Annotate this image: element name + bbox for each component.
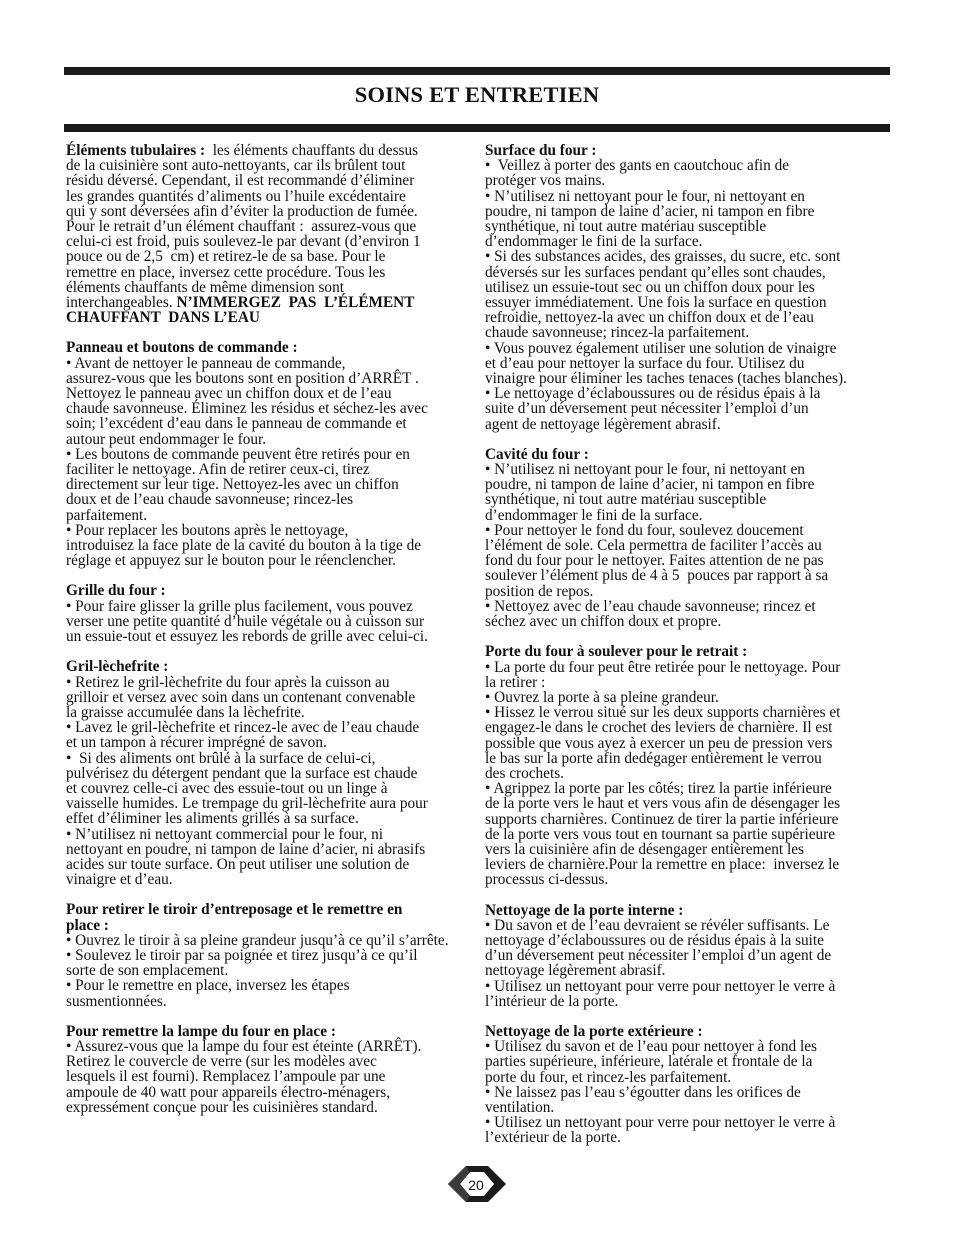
text-line: séchez avec un chiffon doux et propre. (485, 613, 722, 631)
text-line: parties supérieure, inférieure, latérale et frontale de la (485, 1053, 813, 1071)
text-line: nettoyage légèrement abrasif. (485, 962, 666, 980)
warning-text: N’IMMERGEZ PAS L’ÉLÉMENT (176, 294, 415, 312)
text-line: l’élément de sole. Cela permettra de faciliter l’accès au (485, 537, 822, 555)
section-title: Gril-lèchefrite : (66, 658, 169, 676)
text-line: • Utilisez un nettoyant pour verre pour nettoyer le verre à (485, 977, 836, 995)
section-body (66, 599, 478, 645)
text-line: verser une petite quantité d’huile végétale ou à cuisson sur (66, 612, 425, 630)
text-line: et couvrez celle-ci avec des essuie-tout ou un linge à (66, 779, 388, 797)
section-surface (485, 143, 889, 432)
section-body (66, 1039, 478, 1115)
text-line: refroidie, nettoyez-la avec un chiffon doux et de l’eau (485, 309, 814, 327)
section-title: Pour remettre la lampe du four en place : (66, 1022, 336, 1040)
section-first-line-text: les éléments chauffants du dessus (205, 142, 419, 159)
text-line: chaude savonneuse; rincez-la parfaitement. (485, 324, 750, 342)
text-line: agent de nettoyage légèrement abrasif. (485, 415, 721, 433)
section-gril (66, 659, 478, 887)
section-line-text: interchangeables. (66, 294, 177, 312)
text-line: engagez-le dans le crochet des leviers de charnière. Il est (485, 719, 833, 737)
text-line: autour peut endommager le four. (66, 430, 267, 448)
text-line: résidu déversé. Cependant, il est recommandé d’éliminer (66, 172, 415, 190)
text-line: leviers de charnière.Pour la remettre en place: inversez le (485, 856, 840, 874)
section-body (485, 1039, 889, 1145)
text-line: soulever l’élément plus de 4 à 5 pouces par rapport à sa (485, 567, 829, 585)
text-line: nettoyant en poudre, ni tampon de laine d’acier, ni abrasifs (66, 840, 426, 858)
right-column (485, 143, 889, 1161)
text-line: des crochets. (485, 764, 565, 782)
text-line: poudre, ni tampon de laine d’acier, ni tampon en fibre (485, 202, 815, 220)
text-line: processus ci-dessus. (485, 871, 609, 889)
text-line: porte du four, et rincez-les parfaitement. (485, 1068, 732, 1086)
text-line: • Hissez le verrou situé sur les deux supports charnières et (485, 704, 841, 722)
text-line: • Lavez le gril-lèchefrite et rincez-le avec de l’eau chaude (66, 719, 420, 737)
text-line: • Soulevez le tiroir par sa poignée et tirez jusqu’à ce qu’il (66, 946, 418, 964)
section-body (485, 158, 889, 432)
text-line: • Si des aliments ont brûlé à la surface de celui-ci, (66, 749, 376, 767)
text-line: soin; l’excédent d’eau dans le panneau de commande et (66, 415, 407, 433)
text-line: • Du savon et de l’eau devraient se révéler suffisants. Le (485, 916, 830, 934)
text-line: qui y sont déversées afin d’éviter la production de fumée. (66, 202, 418, 220)
text-line: pouce ou de 2,5 cm) et retirez-le de sa base. Pour le (66, 248, 386, 266)
section-title: Panneau et boutons de commande : (66, 339, 298, 357)
text-line: réglage et appuyez sur le bouton pour le réenclencher. (66, 552, 397, 570)
text-line: poudre, ni tampon de laine d’acier, ni tampon en fibre (485, 476, 815, 494)
text-line: • Pour replacer les boutons après le nettoyage, (66, 521, 349, 539)
text-line: position de repos. (485, 582, 594, 600)
text-line: • Nettoyez avec de l’eau chaude savonneuse; rincez et (485, 597, 816, 615)
text-line: vers la cuisinière afin de désengager entièrement les (485, 840, 804, 858)
text-line: synthétique, ni tout autre matériau susceptible (485, 491, 767, 509)
section-title: Grille du four : (66, 582, 166, 600)
text-line: • Le nettoyage d’éclaboussures ou de résidus épais à la (485, 385, 821, 403)
section-first-line (66, 143, 478, 158)
text-line: • La porte du four peut être retirée pour le nettoyage. Pour (485, 658, 841, 676)
left-column (66, 143, 478, 1130)
text-line: parfaitement. (66, 506, 148, 524)
text-line: utilisez un essuie-tout sec ou un chiffon doux pour les (485, 278, 815, 296)
text-line: de la cuisinière sont auto-nettoyants, car ils brûlent tout (66, 157, 406, 175)
text-line: • Si des substances acides, des graisses, du sucre, etc. sont (485, 248, 841, 266)
text-line: ampoule de 40 watt pour appareils électro-ménagers, (66, 1083, 391, 1101)
text-line: assurez-vous que les boutons sont en position d’ARRÊT . (66, 369, 419, 387)
text-line: Pour retirer le tiroir d’entreposage et le remettre en (66, 901, 403, 919)
text-line: celui-ci est froid, puis soulevez-le par devant (d’environ 1 (66, 233, 421, 251)
text-line: le bas sur la porte afin dedégager entièrement le verrou (485, 749, 822, 767)
text-line: • N’utilisez ni nettoyant pour le four, ni nettoyant en (485, 461, 805, 479)
text-line: de la porte vers vous tout en tournant sa partie supérieure (485, 825, 836, 843)
text-line: d’endommager le fini de la surface. (485, 506, 703, 524)
text-line: • N’utilisez ni nettoyant pour le four, ni nettoyant en (485, 187, 805, 205)
text-line: • Utilisez du savon et de l’eau pour nettoyer à fond les (485, 1038, 818, 1056)
text-line: la graisse accumulée dans la lèchefrite. (66, 703, 305, 721)
text-line: • N’utilisez ni nettoyant commercial pour le four, ni (66, 825, 383, 843)
text-line: susmentionnées. (66, 992, 167, 1010)
section-porte-exterieure (485, 1024, 889, 1146)
section-line (66, 295, 478, 310)
section-panneau (66, 340, 478, 568)
text-line: éléments chauffants de même dimension sont (66, 278, 344, 296)
text-line: l’extérieur de la porte. (485, 1129, 621, 1147)
text-line: • Avant de nettoyer le panneau de commande, (66, 354, 346, 372)
text-line: grilloir et versez avec soin dans un contenant convenable (66, 688, 416, 706)
text-line: suite d’un déversement peut nécessiter l’emploi d’un (485, 400, 809, 418)
text-line: • Pour faire glisser la grille plus facilement, vous pouvez (66, 597, 413, 615)
text-line: la retirer : (485, 673, 546, 691)
section-body (485, 918, 889, 1009)
text-line: • Pour le remettre en place, inversez les étapes (66, 977, 350, 995)
text-line: de la porte vers le haut et vers vous afin de désengager les (485, 795, 841, 813)
section-title: Porte du four à soulever pour le retrait : (485, 643, 748, 661)
text-line: • Veillez à porter des gants en caoutchouc afin de (485, 157, 790, 175)
text-line: l’intérieur de la porte. (485, 992, 619, 1010)
section-lampe (66, 1024, 478, 1115)
section-body (66, 356, 478, 569)
text-line: et un tampon à récurer imprégné de savon. (66, 734, 327, 752)
section-title: Surface du four : (485, 142, 597, 159)
text-line: • Ne laissez pas l’eau s’égoutter dans les orifices de (485, 1083, 801, 1101)
text-line: • Pour nettoyer le fond du four, soulevez doucement (485, 521, 804, 539)
text-line: synthétique, ni tout autre matériau susceptible (485, 218, 767, 236)
text-line: d’endommager le fini de la surface. (485, 233, 703, 251)
text-line: nettoyage d’éclaboussures ou de résidus épais à la suite (485, 931, 824, 949)
text-line: essuyer immédiatement. Une fois la surface en question (485, 294, 827, 312)
text-line: • Agrippez la porte par les côtés; tirez la partie inférieure (485, 780, 832, 798)
text-line: et d’eau pour nettoyer la surface du four. Utilisez du (485, 354, 805, 372)
text-line: lesquels il est fourni). Remplacez l’ampoule par une (66, 1068, 386, 1086)
text-line: vinaigre pour éliminer les taches tenaces (taches blanches). (485, 370, 847, 388)
section-porte-retrait (485, 644, 889, 887)
text-line: • Assurez-vous que la lampe du four est éteinte (ARRÊT). (66, 1037, 422, 1055)
text-line: les grandes quantités d’aliments ou l’huile excédentaire (66, 187, 406, 205)
text-line: • Ouvrez le tiroir à sa pleine grandeur jusqu’à ce qu’il s’arrête. (66, 931, 449, 949)
text-line: introduisez la face plate de la cavité du bouton à la tige de (66, 537, 422, 555)
text-line: directement sur leur tige. Nettoyez-les avec un chiffon (66, 476, 399, 494)
text-line: pulvérisez du détergent pendant que la surface est chaude (66, 764, 418, 782)
text-line: • Les boutons de commande peuvent être retirés pour en (66, 445, 410, 463)
warning-text: CHAUFFANT DANS L’EAU (66, 309, 260, 327)
text-line: possible que vous ayez à exercer un peu de pression vers (485, 734, 833, 752)
text-line: • Ouvrez la porte à sa pleine grandeur. (485, 688, 719, 706)
text-line: • Retirez le gril-lèchefrite du four après la cuisson au (66, 673, 390, 691)
text-line: acides sur toute surface. On peut utiliser une solution de (66, 855, 410, 873)
section-porte-interne (485, 903, 889, 1009)
text-line: supports charnières. Continuez de tirer la partie inférieure (485, 810, 839, 828)
section-title: Nettoyage de la porte interne : (485, 901, 684, 919)
section-body (485, 660, 889, 888)
text-line: d’un déversement peut nécessiter l’emploi d’un agent de (485, 947, 832, 965)
section-tiroir (66, 902, 478, 1008)
text-line: • Utilisez un nettoyant pour verre pour nettoyer le verre à (485, 1114, 836, 1132)
text-line: déversés sur les surfaces pendant qu’elles sont chaudes, (485, 263, 826, 281)
text-line: ventilation. (485, 1098, 555, 1116)
text-line: faciliter le nettoyage. Afin de retirer ceux-ci, tirez (66, 461, 370, 479)
text-line: doux et de l’eau chaude savonneuse; rincez-les (66, 491, 354, 509)
section-body (66, 675, 478, 888)
page-number: 20 (468, 1177, 484, 1193)
text-line: effet d’éliminer les aliments grillés à sa surface. (66, 810, 359, 828)
text-line: Pour le retrait d’un élément chauffant : assurez-vous que (66, 218, 417, 236)
section-title: Éléments tubulaires : (66, 142, 206, 159)
section-title: Nettoyage de la porte extérieure : (485, 1022, 703, 1040)
top-rule (64, 67, 890, 75)
section-cavite (485, 447, 889, 629)
text-line: vinaigre et d’eau. (66, 871, 173, 889)
text-line: • Vous pouvez également utiliser une solution de vinaigre (485, 339, 837, 357)
section-grille (66, 583, 478, 644)
text-line: vaisselle humides. Le trempage du gril-lèchefrite aura pour (66, 795, 428, 813)
text-line: Nettoyez le panneau avec un chiffon doux et de l’eau (66, 385, 392, 403)
text-line: un essuie-tout et essuyez les rebords de grille avec celui-ci. (66, 628, 428, 646)
page-title: SOINS ET ENTRETIEN (354, 82, 600, 107)
section-title (66, 902, 478, 932)
section-title: Cavité du four : (485, 445, 589, 463)
title-rule (64, 124, 890, 132)
text-line: Retirez le couvercle de verre (sur les modèles avec (66, 1053, 377, 1071)
text-line: expressément conçue pour les cuisinières standard. (66, 1098, 378, 1116)
text-line: chaude savonneuse. Éliminez les résidus et séchez-les avec (66, 400, 428, 418)
text-line: remettre en place, inversez cette procédure. Tous les (66, 263, 386, 281)
section-elements-tubulaires (66, 143, 478, 325)
text-line: fond du four pour le nettoyer. Faites attention de ne pas (485, 552, 824, 570)
text-line: sorte de son emplacement. (66, 962, 229, 980)
text-line: protéger vos mains. (485, 172, 606, 190)
text-line: place : (66, 916, 109, 934)
section-body (66, 933, 478, 1009)
section-body (485, 462, 889, 629)
section-body (66, 158, 478, 295)
